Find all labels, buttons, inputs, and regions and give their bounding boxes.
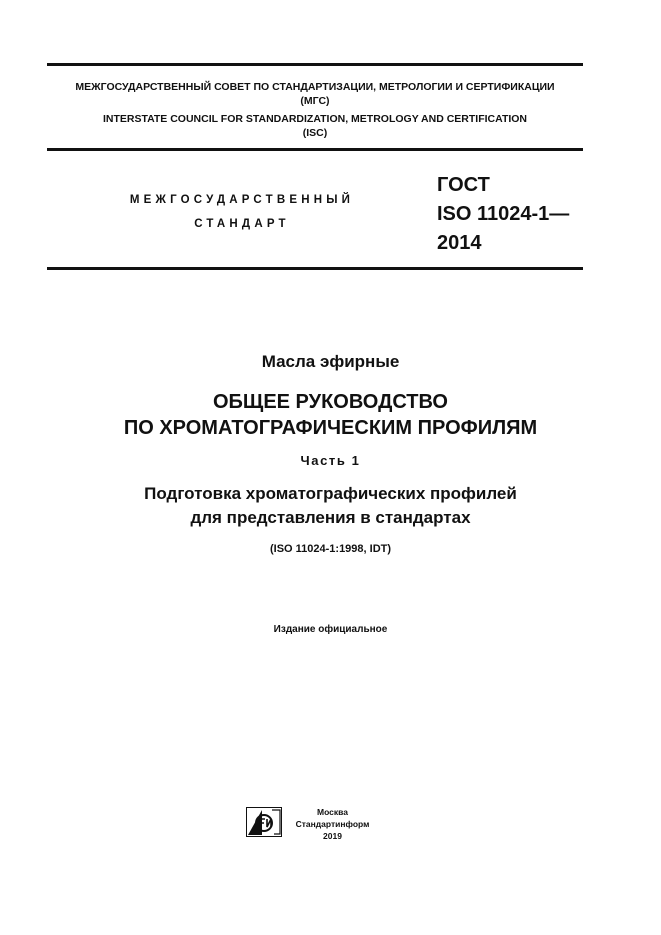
part-number: Часть 1 bbox=[300, 453, 361, 468]
standard-kind-line2: СТАНДАРТ bbox=[194, 218, 290, 230]
council-rule bbox=[47, 148, 583, 151]
iso-reference: (ISO 11024-1:1998, IDT) bbox=[269, 543, 392, 555]
part-title: Подготовка хроматографических профилей для представления в стандартах bbox=[144, 484, 517, 527]
council-en-abbr: (ISC) bbox=[302, 127, 328, 139]
publisher-imprint: Москва Стандартинформ 2019 bbox=[295, 807, 370, 841]
council-en bbox=[47, 112, 583, 140]
designation-rule bbox=[47, 267, 583, 270]
document-title: ОБЩЕЕ РУКОВОДСТВО ПО ХРОМАТОГРАФИЧЕСКИМ ПРОФИЛЯМ bbox=[123, 391, 538, 439]
council-en-name: INTERSTATE COUNCIL FOR STANDARDIZATION, METROLOGY AND CERTIFICATION bbox=[102, 113, 528, 125]
council-ru-abbr: (МГС) bbox=[300, 95, 330, 107]
standartinform-logo-icon bbox=[246, 807, 282, 837]
document-subject: Масла эфирные bbox=[261, 352, 400, 371]
standard-kind bbox=[92, 188, 392, 236]
council-ru bbox=[47, 80, 583, 108]
standard-designation: ГОСТ ISO 11024-1— 2014 bbox=[437, 174, 570, 254]
edition-label: Издание официальное bbox=[273, 624, 388, 635]
top-rule bbox=[47, 63, 583, 66]
council-ru-name: МЕЖГОСУДАРСТВЕННЫЙ СОВЕТ ПО СТАНДАРТИЗАЦИИ, МЕТРОЛОГИИ И СЕРТИФИКАЦИИ bbox=[75, 81, 555, 93]
standard-kind-line1: МЕЖГОСУДАРСТВЕННЫЙ bbox=[129, 194, 355, 206]
